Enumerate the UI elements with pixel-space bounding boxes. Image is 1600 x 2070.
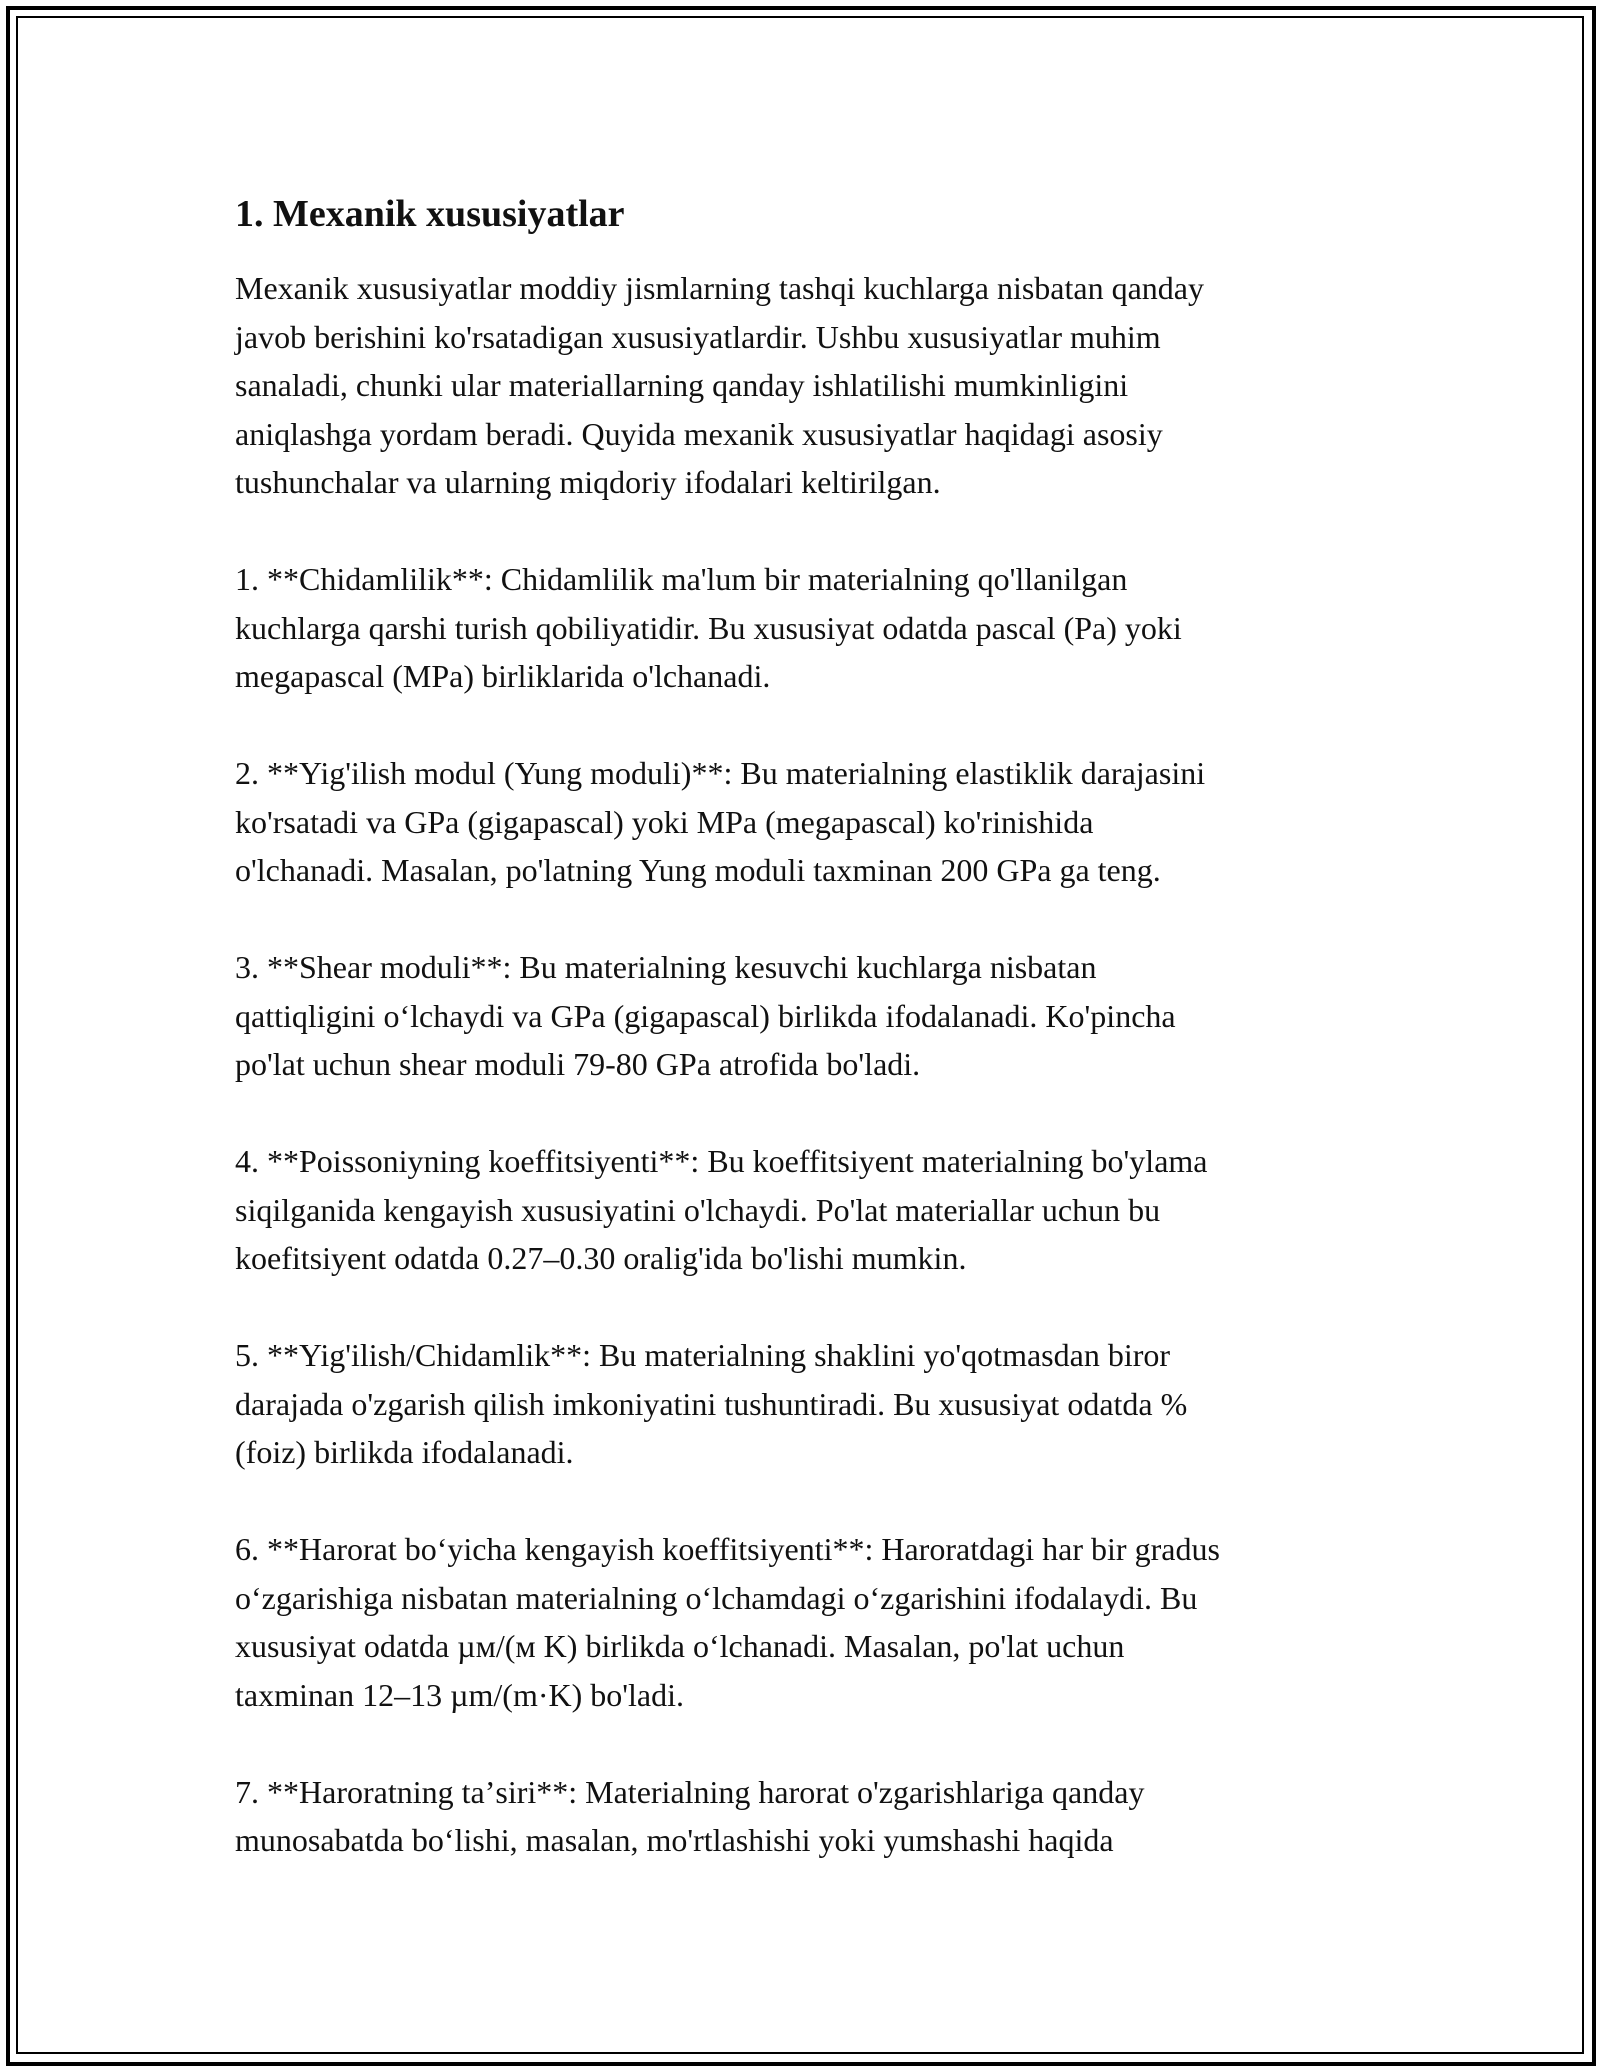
section-heading: 1. Mexanik xususiyatlar (235, 193, 625, 235)
list-item-chidamlilik (235, 555, 1375, 701)
text-line: munosabatda boʻlishi, masalan, mo'rtlashishi yoki yumshashi haqida (235, 1822, 1114, 1858)
text-line: (foiz) birlikda ifodalanadi. (235, 1434, 574, 1470)
list-item-harorat-kengayish (235, 1525, 1375, 1719)
text-line: koefitsiyent odatda 0.27–0.30 oralig'ida bo'lishi mumkin. (235, 1240, 967, 1276)
text-line: kuchlarga qarshi turish qobiliyatidir. Bu xususiyat odatda pascal (Pa) yoki (235, 609, 1182, 646)
text-line: 2. **Yig'ilish modul (Yung moduli)**: Bu materialning elastiklik darajasini (235, 755, 1206, 791)
list-item-poisson (235, 1137, 1375, 1283)
text-line: megapascal (MPa) birliklarida o'lchanadi. (235, 658, 771, 694)
list-item-shear-moduli (235, 943, 1375, 1089)
intro-paragraph (235, 264, 1375, 507)
text-line: xususiyat odatda µм/(м K) birlikda oʻlchanadi. Masalan, po'lat uchun (235, 1628, 1125, 1664)
text-line: ko'rsatadi va GPa (gigapascal) yoki MPa (megapascal) ko'rinishida (235, 803, 1094, 840)
text-line: sanaladi, chunki ular materiallarning qanday ishlatilishi mumkinligini (235, 367, 1129, 403)
list-item-yigilish-chidamlik (235, 1331, 1375, 1477)
list-item-yung-moduli (235, 749, 1375, 895)
text-line: aniqlashga yordam beradi. Quyida mexanik xususiyatlar haqidagi asosiy (235, 415, 1163, 452)
text-line: javob berishini ko'rsatadigan xususiyatlardir. Ushbu xususiyatlar muhim (235, 318, 1161, 355)
text-line: o'lchanadi. Masalan, po'latning Yung moduli taxminan 200 GPa ga teng. (235, 852, 1161, 888)
text-line: qattiqligini oʻlchaydi va GPa (gigapascal) birlikda ifodalanadi. Ko'pincha (235, 997, 1176, 1034)
text-line: 1. **Chidamlilik**: Chidamlilik ma'lum bir materialning qo'llanilgan (235, 561, 1128, 597)
text-line: 5. **Yig'ilish/Chidamlik**: Bu materialning shaklini yo'qotmasdan biror (235, 1337, 1171, 1373)
text-line: oʻzgarishiga nisbatan materialning oʻlchamdagi oʻzgarishini ifodalaydi. Bu (235, 1579, 1198, 1616)
text-line: po'lat uchun shear moduli 79-80 GPa atrofida bo'ladi. (235, 1046, 921, 1082)
text-line: 3. **Shear moduli**: Bu materialning kesuvchi kuchlarga nisbatan (235, 949, 1097, 985)
list-item-harorat-tasiri (235, 1768, 1375, 1865)
document-body (235, 182, 1375, 1913)
text-line: siqilganida kengayish xususiyatini o'lchaydi. Po'lat materiallar uchun bu (235, 1191, 1161, 1228)
text-line: 4. **Poissoniyning koeffitsiyenti**: Bu koeffitsiyent materialning bo'ylama (235, 1143, 1208, 1179)
text-line: 6. **Harorat boʻyicha kengayish koeffitsiyenti**: Haroratdagi har bir gradus (235, 1531, 1220, 1567)
text-line: darajada o'zgarish qilish imkoniyatini tushuntiradi. Bu xususiyat odatda % (235, 1385, 1188, 1422)
text-line: taxminan 12–13 µm/(m·K) bo'ladi. (235, 1676, 685, 1713)
text-line: Mexanik xususiyatlar moddiy jismlarning tashqi kuchlarga nisbatan qanday (235, 270, 1204, 306)
text-line: tushunchalar va ularning miqdoriy ifodalari keltirilgan. (235, 464, 941, 500)
text-line: 7. **Haroratning taʼsiri**: Materialning harorat o'zgarishlariga qanday (235, 1773, 1145, 1810)
